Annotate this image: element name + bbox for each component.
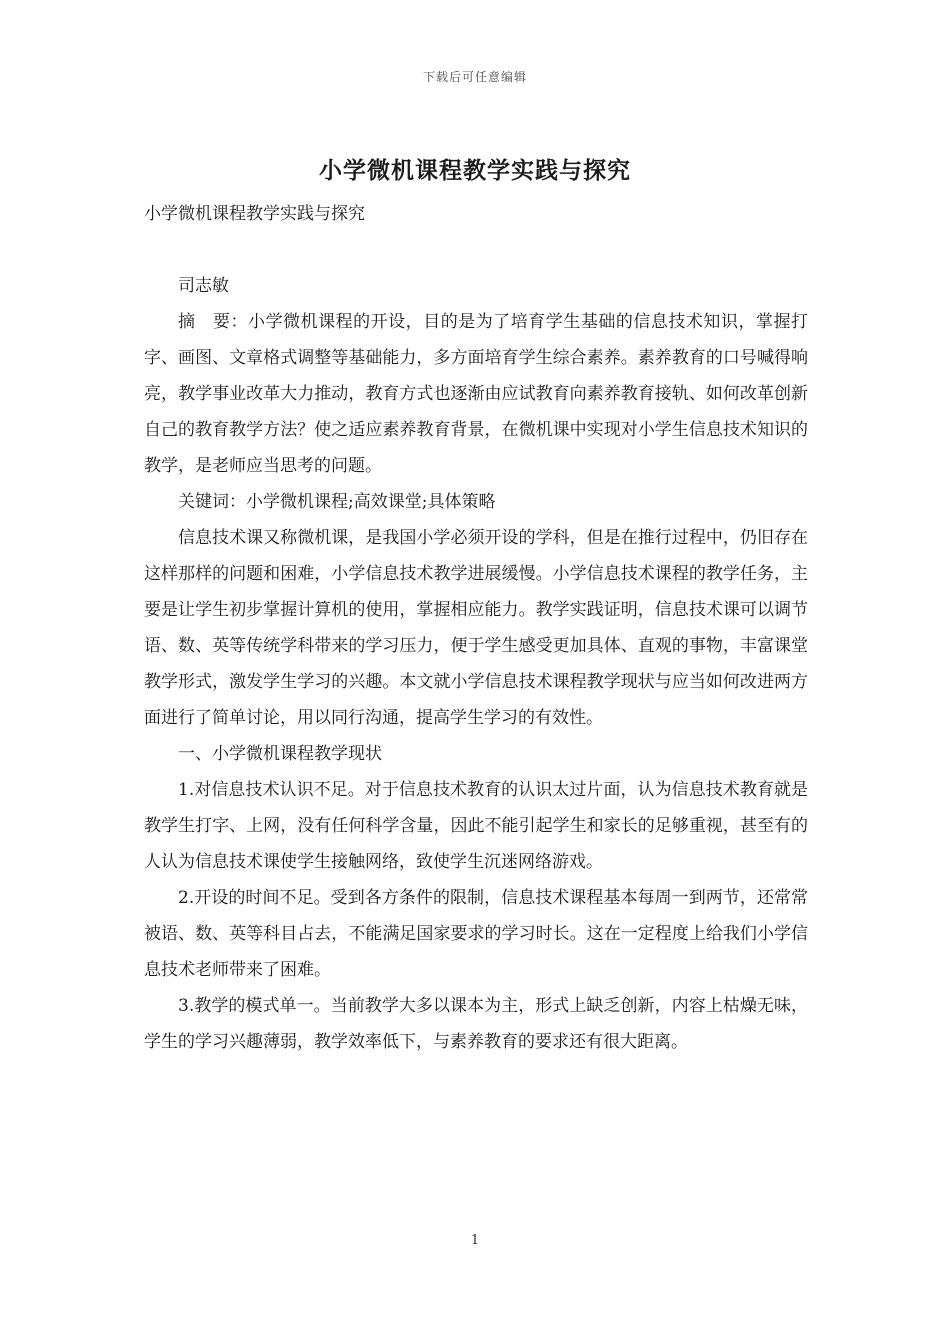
document-body [144, 196, 808, 1060]
page-number: 1 [470, 1233, 480, 1248]
header-note: 下载后可任意编辑 [422, 70, 527, 84]
point-paragraph-2: 2.开设的时间不足。受到各方条件的限制，信息技术课程基本每周一到两节，还常常被语、数、英等科目占去，不能满足国家要求的学习时长。这在一定程度上给我们小学信息技术老师带来了困难。 [144, 888, 808, 980]
point-paragraph-3: 3.教学的模式单一。当前教学大多以课本为主，形式上缺乏创新，内容上枯燥无味，学生的学习兴趣薄弱，教学效率低下，与素养教育的要求还有很大距离。 [144, 996, 808, 1052]
section-heading: 一、小学微机课程教学现状 [178, 744, 382, 764]
point-paragraph-1: 1.对信息技术认识不足。对于信息技术教育的认识太过片面，认为信息技术教育就是教学生打字、上网，没有任何科学含量，因此不能引起学生和家长的足够重视，甚至有的人认为信息技术课使学生接触网络，致使学生沉迷网络游戏。 [144, 780, 808, 872]
author-name: 司志敏 [178, 276, 229, 296]
document-subtitle: 小学微机课程教学实践与探究 [144, 204, 365, 224]
blank-line [144, 232, 808, 268]
abstract-paragraph: 摘 要：小学微机课程的开设，目的是为了培育学生基础的信息技术知识，掌握打字、画图、文章格式调整等基础能力，多方面培育学生综合素养。素养教育的口号喊得响亮，教学事业改革大力推动，教育方式也逐渐由应试教育向素养教育接轨、如何改革创新自己的教育教学方法？使之适应素养教育背景，在微机课中实现对小学生信息技术知识的教学，是老师应当思考的问题。 [144, 312, 808, 476]
keywords-line: 关键词：小学微机课程;高效课堂;具体策略 [178, 492, 496, 512]
intro-paragraph: 信息技术课又称微机课，是我国小学必须开设的学科，但是在推行过程中，仍旧存在这样那样的问题和困难，小学信息技术教学进展缓慢。小学信息技术课程的教学任务，主要是让学生初步掌握计算机的使用，掌握相应能力。教学实践证明，信息技术课可以调节语、数、英等传统学科带来的学习压力，便于学生感受更加具体、直观的事物，丰富课堂教学形式，激发学生学习的兴趣。本文就小学信息技术课程教学现状与应当如何改进两方面进行了简单讨论，用以同行沟通，提高学生学习的有效性。 [144, 528, 808, 728]
document-title: 小学微机课程教学实践与探究 [319, 157, 631, 184]
